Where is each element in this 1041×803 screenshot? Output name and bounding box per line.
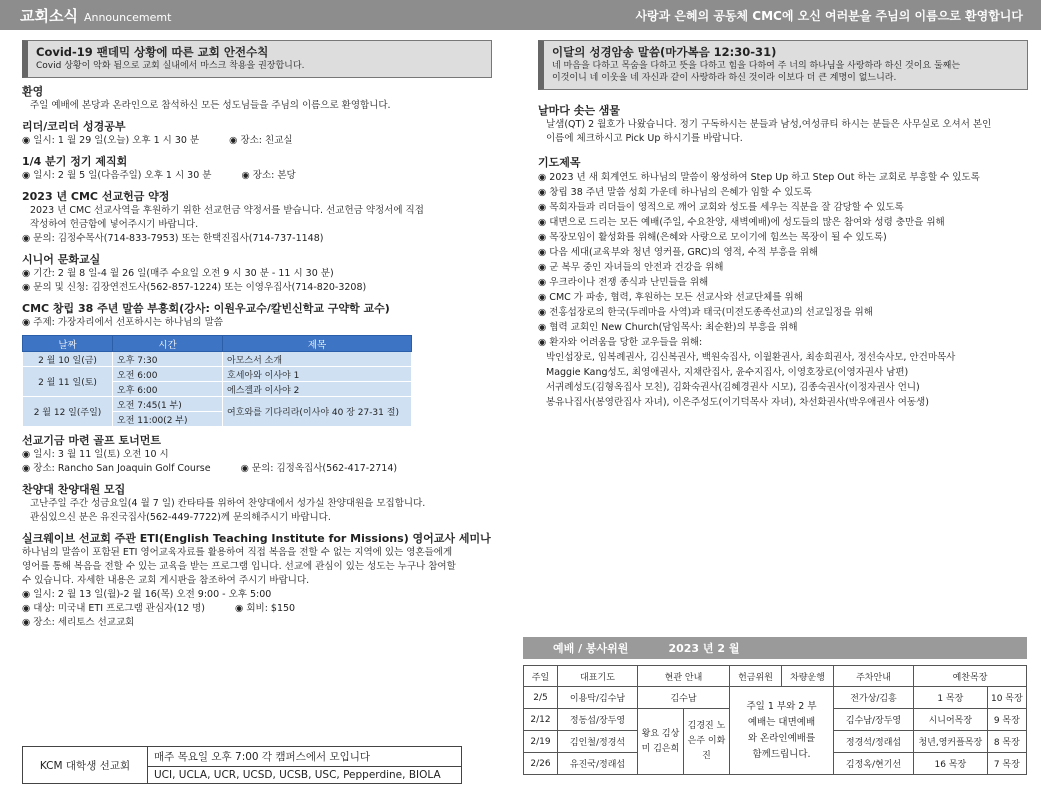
golf-title: 선교기금 마련 골프 토너먼트 xyxy=(22,434,161,447)
patient-names: 서귀례성도(김형옥집사 모친), 김화숙권사(김혜경권사 시모), 김종숙권사(이정자권사 언니) xyxy=(546,382,920,393)
list-item: ◉ 목장모임이 활성화를 위해(은혜와 사랑으로 모이기에 힘쓰는 목장이 될 수 있도록) xyxy=(538,232,887,243)
table-row: 2/5 이용탁/김수남 김수남 주일 1 부와 2 부 예배는 대면예배와 온라인예배를 함께드립니다. 전가상/김흥 1 목장 10 목장 xyxy=(524,687,1027,709)
list-item: ◉ 대면으로 드리는 모든 예배(주일, 수요찬양, 새벽예배)에 성도들의 많은 참여와 성령 충만을 위해 xyxy=(538,217,945,228)
eti-title: 실크웨이브 선교회 주관 ETI(English Teaching Institute for Missions) 영어교사 세미나 xyxy=(22,532,491,545)
table-row: 2/12 정동섭/장두영 왕요 김상미 김은희 김경진 노은주 이화진 김수남/장두영 시니어목장 9 목장 xyxy=(524,709,1027,731)
revival-title: CMC 창립 38 주년 말씀 부흥회(강사: 이원우교수/칼빈신학교 구약학 교수) xyxy=(22,302,390,315)
table-row: 오전 11:00(2 부) xyxy=(23,412,412,427)
welcome-title: 환영 xyxy=(22,85,44,98)
duty-section xyxy=(523,637,1027,775)
list-item: ◉ 다음 세대(교육부와 청년 영커플, GRC)의 영적, 수적 부흥을 위해 xyxy=(538,247,819,258)
left-column: Covid-19 팬데믹 상황에 따른 교회 안전수칙 Covid 상황이 악화 됨으로 교회 실내에서 마스크 착용을 권장합니다. 환영 주일 예배에 본당과 온라인으로 참석하신 모든 성도님들을 주님의 이름으로 환영합니다. 리더/코리더 성경공부 ◉ 일시: 1 월 29 일(오늘) 오후 1 시 30 분 ◉ 장소: 친교실 1/4 분기 정기 제직회 ◉ 일시: 2 월 5 일(다음주일) 오후 1 시 30 분 ◉ 장소: 본당 2023 년 CMC 선교헌금 약정 2023 년 CMC 선교사역을 후원하기 위한 선교헌금 약정서를 받습니다. 선교헌금 약정서에 직접 작성하여 헌금함에 넣어주시기 바랍니다. ◉ 문의: 김정수목사(714-833-7953) 또는 한택진집사(714-737-1148) 시니어 문화교실 ◉ 기간: 2 월 8 일-4 월 26 일(매주 수요일 오전 9 시 30 분 - 11 시 30 분) ◉ 문의 및 신청: 김장연전도사(562-857-1224) 또는 이영우집사(714-820-3208) CMC 창립 38 주년 말씀 부흥회(강사: 이원우교수/칼빈신학교 구약학 교수) ◉ 주제: 가장자리에서 선포하시는 하나님의 말씀 날짜 시간 제목 2 월 10 일(금) 오후 7:30 아모스서 소개 2 월 11 일(토) 오전 6:00 호세아와 이사야 1 오후 6:00 에스겔과 이사야 2 2 월 12 일(주일) 오전 7:45(1 부) 여호와를 기다리라(이사야 40 장 27-31 절) 오전 11:00(2 부) 선교기금 마련 골프 토너먼트 ◉ 일시: 3 월 11 일(토) 오전 10 시 ◉ 장소: Rancho San Joaquin Golf Course ◉ 문의: 김정옥집사(562-417-2714) 찬양대 찬양대원 모집 고난주일 주간 성금요일(4 월 7 일) 칸타타를 위하여 찬양대에서 성가실 찬양대원을 모집합니다. 관심있으신 분은 유진국집사(562-449-7722)께 문의해주시기 바랍니다. 실크웨이브 선교회 주관 ETI(English Teaching Institute for Missions) 영어교사 세미나 하나님의 말씀이 포함된 ETI 영어교육자료를 활용하여 직접 복음을 전할 수 없는 지역에 있는 영혼들에게 영어를 통해 복음을 전할 수 있는 교육을 받는 프로그램 입니다. 선교에 관심이 있는 성도는 누구나 참여할 수 있습니다. 자세한 내용은 교회 게시판을 참조하여 주시기 바랍니다. ◉ 일시: 2 월 13 일(월)-2 월 16(목) 오전 9:00 - 오후 5:00 ◉ 대상: 미국내 ETI 프로그램 관심자(12 명) ◉ 회비: $150 ◉ 장소: 세리토스 선교교회 xyxy=(22,40,492,630)
list-item: ◉ 목회자들과 리더들이 영적으로 깨어 교회와 성도를 세우는 직분을 잘 감당할 수 있도록 xyxy=(538,202,904,213)
patient-names: 봉유나집사(봉영란집사 자녀), 이은주성도(이기덕목사 자녀), 차선화권사(박우애권사 여동생) xyxy=(546,397,929,408)
duty-header: 예배 / 봉사위원 2023 년 2 월 xyxy=(523,637,1027,659)
welcome-message: 사랑과 은혜의 공동체 CMC에 오신 여러분을 주님의 이름으로 환영합니다 xyxy=(635,8,1023,23)
right-column: 이달의 성경암송 말씀(마가복음 12:30-31) 네 마음을 다하고 목숨을 다하고 뜻을 다하고 힘을 다하여 주 너의 하나님을 사랑하라 하신 것이요 둘째는 이것이니 네 이웃을 네 자신과 같이 사랑하라 하신 것이라 이보다 더 큰 계명이 없느니라. 날마다 솟는 샘물 날샘(QT) 2 월호가 나왔습니다. 정기 구독하시는 분들과 남성,여성큐티 하시는 분들은 사무실로 오셔서 본인 이름에 체크하시고 Pick Up 하시기를 바랍니다. 기도제목 ◉ 2023 년 새 회계연도 하나님의 말씀이 왕성하여 Step Up 하고 Step Out 하는 교회로 부흥할 수 있도록 ◉ 창립 38 주년 말씀 성회 가운데 하나님의 은혜가 임할 수 있도록 ◉ 목회자들과 리더들이 영적으로 깨어 교회와 성도를 세우는 직분을 잘 감당할 수 있도록 ◉ 대면으로 드리는 모든 예배(주일, 수요찬양, 새벽예배)에 성도들의 많은 참여와 성령 충만을 위해 ◉ 목장모임이 활성화를 위해(은혜와 사랑으로 모이기에 힘쓰는 목장이 될 수 있도록) ◉ 다음 세대(교육부와 청년 영커플, GRC)의 영적, 수적 부흥을 위해 ◉ 군 복무 중인 자녀들의 안전과 건강을 위해 ◉ 우크라이나 전쟁 종식과 난민들을 위해 ◉ CMC 가 파송, 협력, 후원하는 모든 선교사와 선교단체를 위해 ◉ 전홍섭장로의 한국(두레마을 사역)과 태국(미전도종족선교)의 선교일정을 위해 ◉ 협력 교회인 New Church(담임목사: 최순환)의 부흥을 위해 ◉ 환자와 어려움을 당한 교우들을 위해: 박인섭장로, 임복례권사, 김신복권사, 백원숙집사, 이월환권사, 최송희권사, 정선숙사모, 안건마목사 Maggie Kang성도, 최영애권사, 지채란집사, 윤수지집사, 이영호장로(이영자권사 남편) 서귀례성도(김형옥집사 모친), 김화숙권사(김혜경권사 시모), 김종숙권사(이정자권사 언니) 봉유나집사(봉영란집사 자녀), 이은주성도(이기덕목사 자녀), 차선화권사(박우애권사 여동생) xyxy=(538,40,1028,410)
page-header xyxy=(0,0,1041,30)
qt-title: 날마다 솟는 샘물 xyxy=(538,104,621,117)
table-row: 2/19 김인철/정경석 정경석/정래섭 청년,영커플목장 8 목장 xyxy=(524,731,1027,753)
leaders-info: ◉ 일시: 1 월 29 일(오늘) 오후 1 시 30 분 ◉ 장소: 친교실 xyxy=(22,135,293,146)
memory-verse: 이달의 성경암송 말씀(마가복음 12:30-31) 네 마음을 다하고 목숨을 다하고 뜻을 다하고 힘을 다하여 주 너의 하나님을 사랑하라 하신 것이요 둘째는 이것이니 네 이웃을 네 자신과 같이 사랑하라 하신 것이라 이보다 더 큰 계명이 없느니라. xyxy=(538,40,1028,90)
list-item: ◉ 협력 교회인 New Church(담임목사: 최순환)의 부흥을 위해 xyxy=(538,322,798,333)
list-item: ◉ 군 복무 중인 자녀들의 안전과 건강을 위해 xyxy=(538,262,724,273)
duty-table: 주일 대표기도 현관 안내 헌금위원 차량운행 주차안내 예찬목장 2/5 이용탁/김수남 김수남 주일 1 부와 2 부 예배는 대면예배와 온라인예배를 함께드립니다. 전가상/김흥 1 목장 10 목장 2/12 정동섭/장두영 왕요 김상미 김은희 김경진 노은주 이화진 김수남/장두영 시니어목장 9 목장 2/19 김인철/정경석 정경석/정래섭 청년,영커플목장 8 목장 2/26 유진국/정래섭 김정옥/현기선 16 목장 7 목장 xyxy=(523,665,1027,775)
welcome-body: 주일 예배에 본당과 온라인으로 참석하신 모든 성도님들을 주님의 이름으로 환영합니다. xyxy=(30,100,391,111)
list-item: ◉ 창립 38 주년 말씀 성회 가운데 하나님의 은혜가 임할 수 있도록 xyxy=(538,187,812,198)
table-row: 2 월 11 일(토) 오전 6:00 호세아와 이사야 1 xyxy=(23,367,412,382)
list-item: ◉ 2023 년 새 회계연도 하나님의 말씀이 왕성하여 Step Up 하고 Step Out 하는 교회로 부흥할 수 있도록 xyxy=(538,172,980,183)
quarterly-info: ◉ 일시: 2 월 5 일(다음주일) 오후 1 시 30 분 ◉ 장소: 본당 xyxy=(22,170,296,181)
quarterly-title: 1/4 분기 정기 제직회 xyxy=(22,155,128,168)
revival-schedule-table: 날짜 시간 제목 2 월 10 일(금) 오후 7:30 아모스서 소개 2 월 11 일(토) 오전 6:00 호세아와 이사야 1 오후 6:00 에스겔과 이사야 2 2 월 12 일(주일) 오전 7:45(1 부) 여호와를 기다리라(이사야 40 장 27-31 절) 오전 11:00(2 부) xyxy=(22,335,412,427)
patient-names: Maggie Kang성도, 최영애권사, 지채란집사, 윤수지집사, 이영호장로(이영자권사 남편) xyxy=(546,367,909,378)
section-title: 교회소식 Announcememt xyxy=(20,6,172,25)
kcm-box: KCM 대학생 선교회 매주 목요일 오후 7:00 각 캠퍼스에서 모입니다 UCI, UCLA, UCR, UCSD, UCSB, USC, Pepperdine, BIOLA xyxy=(22,746,462,784)
prayer-title: 기도제목 xyxy=(538,156,581,169)
list-item: ◉ 전홍섭장로의 한국(두레마을 사역)과 태국(미전도종족선교)의 선교일정을 위해 xyxy=(538,307,873,318)
table-row: 2 월 12 일(주일) 오전 7:45(1 부) 여호와를 기다리라(이사야 40 장 27-31 절) xyxy=(23,397,412,412)
list-item: ◉ CMC 가 파송, 협력, 후원하는 모든 선교사와 선교단체를 위해 xyxy=(538,292,803,303)
list-item: ◉ 우크라이나 전쟁 종식과 난민들을 위해 xyxy=(538,277,709,288)
covid-notice: Covid-19 팬데믹 상황에 따른 교회 안전수칙 Covid 상황이 악화 됨으로 교회 실내에서 마스크 착용을 권장합니다. xyxy=(22,40,492,78)
pledge-title: 2023 년 CMC 선교헌금 약정 xyxy=(22,190,170,203)
list-item: ◉ 환자와 어려움을 당한 교우들을 위해: xyxy=(538,337,703,348)
patient-names: 박인섭장로, 임복례권사, 김신복권사, 백원숙집사, 이월환권사, 최송희권사, 정선숙사모, 안건마목사 xyxy=(546,352,956,363)
prayer-list xyxy=(538,170,1028,410)
table-row: 2 월 10 일(금) 오후 7:30 아모스서 소개 xyxy=(23,352,412,367)
pledge-contact: ◉ 문의: 김정수목사(714-833-7953) 또는 한택진집사(714-737-1148) xyxy=(22,233,324,244)
senior-title: 시니어 문화교실 xyxy=(22,253,101,266)
table-row: 2/26 유진국/정래섭 김정옥/현기선 16 목장 7 목장 xyxy=(524,753,1027,775)
table-row: 오후 6:00 에스겔과 이사야 2 xyxy=(23,382,412,397)
leaders-title: 리더/코리더 성경공부 xyxy=(22,120,126,133)
choir-title: 찬양대 찬양대원 모집 xyxy=(22,483,126,496)
